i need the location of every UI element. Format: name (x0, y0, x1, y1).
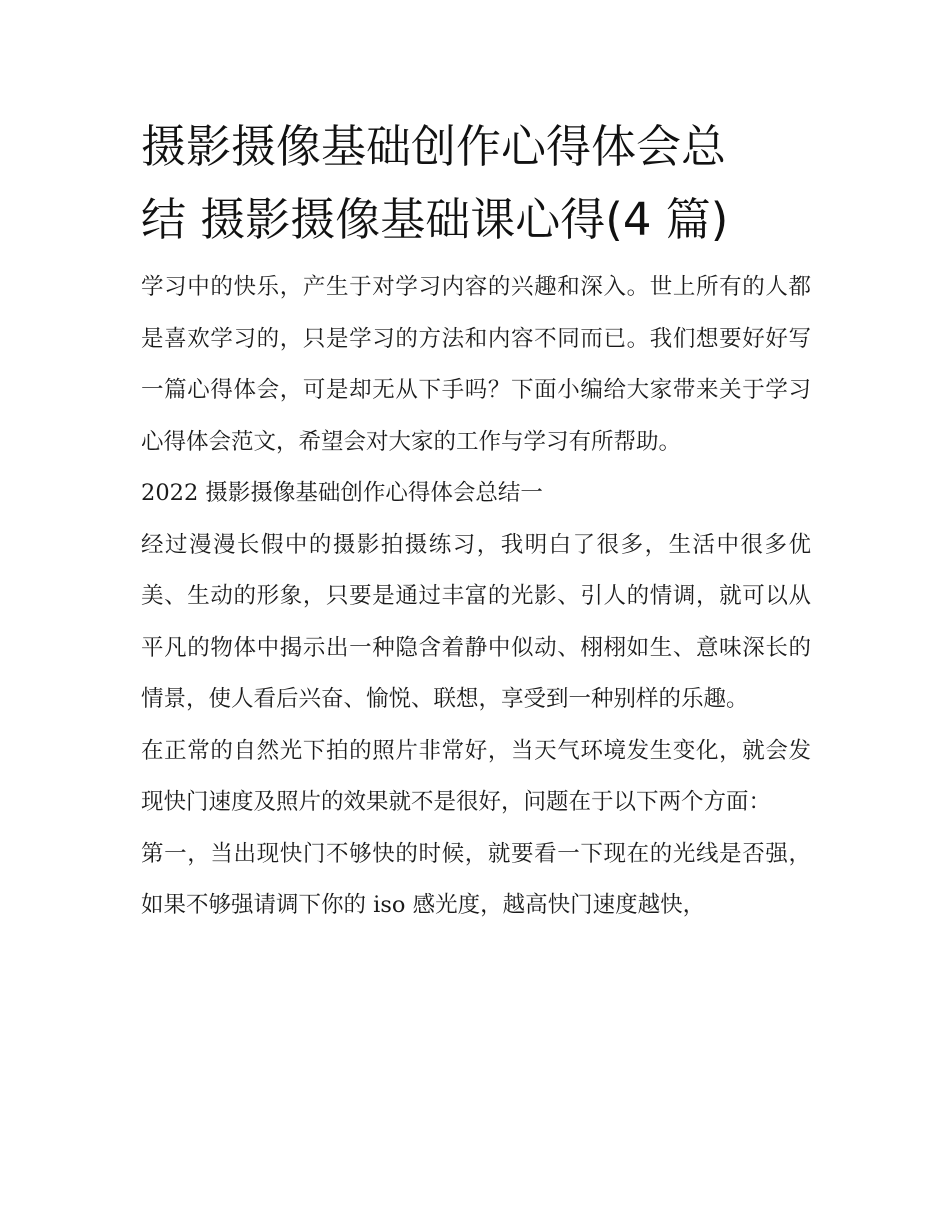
document-body (141, 262, 811, 932)
section-heading: 2022 摄影摄像基础创作心得体会总结一 (141, 480, 543, 506)
body-paragraph: 经过漫漫长假中的摄影拍摄练习，我明白了很多，生活中很多优美、生动的形象，只要是通过丰富的光影、引人的情调，就可以从平凡的物体中揭示出一种隐含着静中似动、栩栩如生、意味深长的情景，使人看后兴奋、愉悦、联想，享受到一种别样的乐趣。 (141, 531, 811, 712)
document-content (141, 110, 811, 932)
title-line-2: 结 摄影摄像基础课心得(4 篇) (141, 193, 729, 246)
body-paragraph: 第一，当出现快门不够快的时候，就要看一下现在的光线是否强，如果不够强请调下你的 iso 感光度，越高快门速度越快， (141, 840, 811, 918)
title-line-1: 摄影摄像基础创作心得体会总 (141, 120, 727, 173)
document-title (141, 110, 811, 256)
intro-paragraph: 学习中的快乐，产生于对学习内容的兴趣和深入。世上所有的人都是喜欢学习的，只是学习的方法和内容不同而已。我们想要好好写一篇心得体会，可是却无从下手吗？下面小编给大家带来关于学习心得体会范文，希望会对大家的工作与学习有所帮助。 (141, 274, 811, 455)
body-paragraph: 在正常的自然光下拍的照片非常好，当天气环境发生变化，就会发现快门速度及照片的效果就不是很好，问题在于以下两个方面： (141, 737, 811, 815)
